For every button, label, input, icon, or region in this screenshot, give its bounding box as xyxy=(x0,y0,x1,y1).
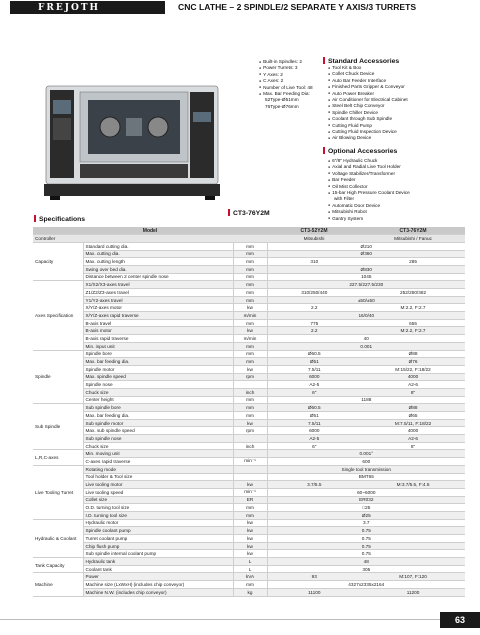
table-row xyxy=(33,527,465,535)
table-row xyxy=(33,504,465,512)
spec-value-shared: 3.7 xyxy=(267,519,465,527)
page-header xyxy=(0,0,480,14)
spec-unit: mm xyxy=(233,250,267,258)
spec-unit: m/min xyxy=(233,312,267,320)
spec-unit: mm xyxy=(233,342,267,350)
table-header-row xyxy=(33,227,465,235)
spec-unit: min⁻¹ xyxy=(233,488,267,496)
feature-item: 76Type-Ø76mm xyxy=(265,103,299,109)
standard-accessories-list xyxy=(328,65,408,142)
table-row xyxy=(33,412,465,420)
spec-value-model-2: 8" xyxy=(361,442,465,450)
table-row xyxy=(33,542,465,550)
spec-item: Chip flush pump xyxy=(83,542,233,550)
spec-item: Machine size (LxWxH) (includes chip conveyor) xyxy=(83,581,233,589)
key-features-list xyxy=(259,59,313,110)
spec-unit xyxy=(233,435,267,443)
spec-item: X/Y/Z-axes rapid traverse xyxy=(83,312,233,320)
table-row xyxy=(33,312,465,320)
table-row xyxy=(33,535,465,543)
spec-value-shared: ER032 xyxy=(267,496,465,504)
accessory-item: ● Mitsubishi Robot xyxy=(328,209,410,215)
table-row xyxy=(33,419,465,427)
spec-value-shared: 0.75 xyxy=(267,542,465,550)
spec-item: Standard cutting dia. xyxy=(83,242,233,250)
table-row xyxy=(33,289,465,297)
spec-unit: mm xyxy=(233,258,267,266)
table-row xyxy=(33,435,465,443)
spec-value-model-1: Ø60.5 xyxy=(267,404,361,412)
spec-item: Max. cutting dia. xyxy=(83,250,233,258)
group-label: Sub Spindle xyxy=(33,404,83,450)
table-row xyxy=(33,558,465,566)
spec-value-model-2: Ø76 xyxy=(361,358,465,366)
spec-unit: L xyxy=(233,565,267,573)
spec-item: B-axis motor xyxy=(83,327,233,335)
spec-unit: mm xyxy=(233,319,267,327)
spec-value-model-1: Ø60.5 xyxy=(267,350,361,358)
standard-accessories-heading: Standard Accessories xyxy=(323,57,399,65)
spec-unit: kw xyxy=(233,365,267,373)
spec-value-model-2: Ø65 xyxy=(361,412,465,420)
spec-unit: mm xyxy=(233,504,267,512)
table-row xyxy=(33,511,465,519)
spec-value-shared: Ø830 xyxy=(267,265,465,273)
spec-unit: L xyxy=(233,558,267,566)
spec-item: Y1/Y2-axes travel xyxy=(83,296,233,304)
spec-unit: mm xyxy=(233,358,267,366)
spec-value-shared: BMT65 xyxy=(267,473,465,481)
table-row xyxy=(33,296,465,304)
spec-value-model-1: A2-5 xyxy=(267,381,361,389)
spec-value-model-2: 252/250/382 xyxy=(361,289,465,297)
spec-value-shared: 227.5/227.5/230 xyxy=(267,281,465,289)
spec-item: Power xyxy=(83,573,233,581)
spec-item: Hydraulic motor xyxy=(83,519,233,527)
spec-value-model-1: 93 xyxy=(267,573,361,581)
footer-rule xyxy=(0,619,440,620)
accessory-item: ● Voltage Stabilizer/Transformer xyxy=(328,171,410,177)
spec-item: Min. input unit xyxy=(83,342,233,350)
table-row xyxy=(33,365,465,373)
spec-value-shared: 305 xyxy=(267,565,465,573)
spec-item: Sub spindle motor xyxy=(83,419,233,427)
table-row xyxy=(33,388,465,396)
table-row xyxy=(33,350,465,358)
spec-unit: kw xyxy=(233,327,267,335)
spec-value-shared: 600 xyxy=(267,458,465,466)
table-row xyxy=(33,304,465,312)
table-row xyxy=(33,458,465,466)
accessory-item: ● Oil Mist Collector xyxy=(328,184,410,190)
table-row xyxy=(33,496,465,504)
group-label: Axes Specification xyxy=(33,281,83,350)
page-title: CNC LATHE – 2 SPINDLE/2 SEPARATE Y AXIS/3 TURRETS xyxy=(178,2,417,12)
accessory-item: ● Coolant through Sub Spindle xyxy=(328,116,408,122)
table-row xyxy=(33,481,465,489)
specifications-body xyxy=(33,242,465,596)
spec-value-model-2: A2-6 xyxy=(361,381,465,389)
spec-item: Spindle nose xyxy=(83,381,233,389)
spec-value-model-2: 285 xyxy=(361,258,465,266)
spec-item: Max. sub spindle speed xyxy=(83,427,233,435)
spec-value-model-1: 6000 xyxy=(267,427,361,435)
table-row xyxy=(33,242,465,250)
spec-unit: mm xyxy=(233,511,267,519)
table-row xyxy=(33,588,465,596)
spec-value-shared: 0.001 xyxy=(267,342,465,350)
controller-label: Controller xyxy=(33,235,267,243)
spec-unit: kw xyxy=(233,550,267,558)
spec-value-shared: 4327x2335x2164 xyxy=(267,581,465,589)
accessory-item: ● Air Blowing Device xyxy=(328,135,408,141)
spec-value-shared: 0.001° xyxy=(267,450,465,458)
table-row xyxy=(33,319,465,327)
spec-item: Coolant tank xyxy=(83,565,233,573)
red-bar-icon xyxy=(323,57,325,64)
spec-value-model-1: 310/250/440 xyxy=(267,289,361,297)
spec-unit xyxy=(233,465,267,473)
table-row xyxy=(33,473,465,481)
spec-item: O.D. turning tool size xyxy=(83,504,233,512)
spec-item: Swing over bed dia. xyxy=(83,265,233,273)
spec-value-shared: 0.75 xyxy=(267,535,465,543)
table-row xyxy=(33,427,465,435)
spec-item: Chuck size xyxy=(83,442,233,450)
table-row xyxy=(33,342,465,350)
spec-value-shared: ±50/±50 xyxy=(267,296,465,304)
spec-value-model-2: M:107, F:120 xyxy=(361,573,465,581)
spec-item: Chuck size xyxy=(83,388,233,396)
table-row xyxy=(33,450,465,458)
optional-accessories-list xyxy=(328,158,410,222)
model-1-header: CT3-52Y2M xyxy=(267,227,361,235)
spec-item: Spindle bore xyxy=(83,350,233,358)
spec-unit: kw xyxy=(233,527,267,535)
table-row xyxy=(33,258,465,266)
spec-item: Rotating mode xyxy=(83,465,233,473)
accessory-item: ● 15-bar High Pressure Coolant Device xyxy=(328,190,410,196)
spec-item: Live tooling motor xyxy=(83,481,233,489)
spec-item: Distance between 2 center spindle nose xyxy=(83,273,233,281)
page-number: 63 xyxy=(440,612,480,628)
accessory-item: ● Steel Belt Chip Conveyor xyxy=(328,103,408,109)
table-row xyxy=(33,358,465,366)
spec-value-model-1: 11100 xyxy=(267,588,361,596)
spec-value-model-2: M:7.5/11, F:18/22 xyxy=(361,419,465,427)
spec-value-model-1: 2.2 xyxy=(267,327,361,335)
group-label: Hydraulic & Coolant xyxy=(33,519,83,557)
table-row xyxy=(33,273,465,281)
accessory-item: ● Cutting Fluid Pump xyxy=(328,123,408,129)
spec-unit: mm xyxy=(233,296,267,304)
spec-item: Max. cutting length xyxy=(83,258,233,266)
spec-value-shared: 1188 xyxy=(267,396,465,404)
spec-value-shared: □25 xyxy=(267,504,465,512)
accessory-item: ● Air Conditioner for Electrical Cabinet xyxy=(328,97,408,103)
spec-unit: kg xyxy=(233,588,267,596)
spec-item: Center height xyxy=(83,396,233,404)
spec-unit: min⁻¹ xyxy=(233,458,267,466)
feature-item: 52Type-Ø51mm xyxy=(265,97,299,103)
spec-value-shared: 60~6000 xyxy=(267,488,465,496)
spec-unit: mm xyxy=(233,581,267,589)
spec-item: Z1/Z2/Z3-axes travel xyxy=(83,289,233,297)
spec-item: B-axis rapid traverse xyxy=(83,335,233,343)
feature-item: ● Power Turrets: 3 xyxy=(259,65,313,71)
controller-model-2: Mitsubishi / Fanuc xyxy=(361,235,465,243)
spec-item: Live tooling speed xyxy=(83,488,233,496)
spec-value-model-2: 655 xyxy=(361,319,465,327)
group-label: L,R,C-axes xyxy=(33,450,83,465)
red-bar-icon xyxy=(34,215,36,222)
feature-item: ● Max. Bar Feeding Dia: xyxy=(259,91,313,97)
spec-unit xyxy=(233,450,267,458)
red-bar-icon xyxy=(228,209,230,216)
spec-item: Min. moving unit xyxy=(83,450,233,458)
spec-value-model-1: 3.7/5.5 xyxy=(267,481,361,489)
accessory-item: ● Tool Kit & Box xyxy=(328,65,408,71)
spec-item: I.D. turning tool size xyxy=(83,511,233,519)
spec-value-model-2: M:2.2, F:2.7 xyxy=(361,327,465,335)
spec-unit: mm xyxy=(233,281,267,289)
group-label: Spindle xyxy=(33,350,83,404)
spec-value-shared: 40 xyxy=(267,335,465,343)
spec-item: Sub spindle bore xyxy=(83,404,233,412)
feature-item: ● Number of Live Tool: 48 xyxy=(259,85,313,91)
table-row xyxy=(33,488,465,496)
spec-item: Max. spindle speed xyxy=(83,373,233,381)
accessory-item: ● Cutting Fluid Inspection Device xyxy=(328,129,408,135)
table-row xyxy=(33,265,465,273)
spec-value-shared: 1045 xyxy=(267,273,465,281)
accessory-item: ● Spindle Chiller Device xyxy=(328,110,408,116)
group-label: Live Tooling Turret xyxy=(33,465,83,519)
spec-item: Spindle coolant pump xyxy=(83,527,233,535)
spec-unit: kw xyxy=(233,481,267,489)
model-caption: CT3-76Y2M xyxy=(228,209,270,217)
spec-value-model-1: A2-5 xyxy=(267,435,361,443)
spec-value-model-1: 6" xyxy=(267,442,361,450)
table-row xyxy=(33,581,465,589)
spec-value-model-2: M:3.7/5.5, F:4.5 xyxy=(361,481,465,489)
spec-value-model-2: A2-6 xyxy=(361,435,465,443)
spec-unit: rpm xyxy=(233,427,267,435)
spec-value-shared: Single tool transmission xyxy=(267,465,465,473)
spec-unit: m/min xyxy=(233,335,267,343)
table-row xyxy=(33,327,465,335)
spec-value-model-1: Ø51 xyxy=(267,412,361,420)
spec-item: Sub spindle nose xyxy=(83,435,233,443)
model-header: Model xyxy=(33,227,267,235)
spec-value-shared: 48 xyxy=(267,558,465,566)
spec-unit: mm xyxy=(233,404,267,412)
spec-value-shared: Ø210 xyxy=(267,242,465,250)
spec-unit xyxy=(233,381,267,389)
spec-value-model-1: 310 xyxy=(267,258,361,266)
spec-value-model-2: 8" xyxy=(361,388,465,396)
spec-item: X/Y/Z-axes motor xyxy=(83,304,233,312)
accessory-item: ● Collet Chuck Device xyxy=(328,71,408,77)
spec-value-model-1: 775 xyxy=(267,319,361,327)
spec-item: Tool holder & Tool size xyxy=(83,473,233,481)
table-row xyxy=(33,465,465,473)
spec-value-model-2: 4000 xyxy=(361,373,465,381)
spec-unit: inch xyxy=(233,442,267,450)
spec-value-model-2: 11200 xyxy=(361,588,465,596)
specifications-heading: Specifications xyxy=(34,215,85,223)
spec-unit: rpm xyxy=(233,373,267,381)
accessory-item: ● 6"/8" Hydraulic Chuck xyxy=(328,158,410,164)
table-row xyxy=(33,396,465,404)
accessory-item: ● Gantry System xyxy=(328,216,410,222)
table-row xyxy=(33,573,465,581)
spec-value-model-1: 7.5/11 xyxy=(267,365,361,373)
group-label: Machine xyxy=(33,573,83,596)
spec-item: Sub spindle internal coolant pump xyxy=(83,550,233,558)
spec-unit: kw xyxy=(233,419,267,427)
spec-unit: kw xyxy=(233,519,267,527)
accessory-item: ● Bar Feeder xyxy=(328,177,410,183)
spec-unit: kVA xyxy=(233,573,267,581)
spec-unit: mm xyxy=(233,350,267,358)
spec-value-model-1: 7.5/11 xyxy=(267,419,361,427)
spec-unit: mm xyxy=(233,242,267,250)
accessory-item: ● Axial and Radial Live Tool Holder xyxy=(328,164,410,170)
spec-value-shared: 16/0/40 xyxy=(267,312,465,320)
spec-value-model-2: 4000 xyxy=(361,427,465,435)
spec-unit: mm xyxy=(233,265,267,273)
table-row xyxy=(33,281,465,289)
feature-item: ● C Axes: 2 xyxy=(259,78,313,84)
spec-item: Max. bar feeding dia. xyxy=(83,358,233,366)
accessory-item: with Filter xyxy=(334,196,355,202)
table-row xyxy=(33,373,465,381)
spec-unit xyxy=(233,473,267,481)
spec-unit: mm xyxy=(233,289,267,297)
brand-logo xyxy=(10,1,165,14)
spec-item: Hydraulic tank xyxy=(83,558,233,566)
spec-item: C-axes rapid traverse xyxy=(83,458,233,466)
table-row xyxy=(33,550,465,558)
table-row xyxy=(33,519,465,527)
group-label: Capacity xyxy=(33,242,83,280)
group-label: Tank Capacity xyxy=(33,558,83,573)
table-row xyxy=(33,381,465,389)
controller-model-1: Mitsubishi xyxy=(267,235,361,243)
table-row xyxy=(33,250,465,258)
spec-value-model-1: 6000 xyxy=(267,373,361,381)
accessory-item: ● Auto Power Breaker xyxy=(328,91,408,97)
spec-value-model-2: M:2.2, F:2.7 xyxy=(361,304,465,312)
spec-value-shared: Ø25 xyxy=(267,511,465,519)
feature-item: ● Built-in Spindles: 2 xyxy=(259,59,313,65)
spec-unit: kw xyxy=(233,304,267,312)
spec-value-model-1: Ø51 xyxy=(267,358,361,366)
spec-value-model-1: 2.2 xyxy=(267,304,361,312)
table-row xyxy=(33,565,465,573)
spec-item: Max. bar feeding dia. xyxy=(83,412,233,420)
table-row xyxy=(33,335,465,343)
table-row xyxy=(33,404,465,412)
model-2-header: CT3-76Y2M xyxy=(361,227,465,235)
spec-value-model-2: M:15/22, F:18/22 xyxy=(361,365,465,373)
spec-unit: inch xyxy=(233,388,267,396)
red-bar-icon xyxy=(323,147,325,154)
brand-name: FREJOTH xyxy=(38,3,101,13)
spec-unit: mm xyxy=(233,396,267,404)
spec-unit: ER xyxy=(233,496,267,504)
specifications-table xyxy=(33,227,465,597)
spec-value-shared: 0.75 xyxy=(267,527,465,535)
table-row xyxy=(33,442,465,450)
spec-value-model-2: Ø88 xyxy=(361,404,465,412)
accessory-item: ● Automatic Door Device xyxy=(328,203,410,209)
spec-value-shared: Ø360 xyxy=(267,250,465,258)
spec-item: B-axis travel xyxy=(83,319,233,327)
accessory-item: ● Finished Parts Gripper & Conveyor xyxy=(328,84,408,90)
spec-unit: kw xyxy=(233,542,267,550)
spec-item: Spindle motor xyxy=(83,365,233,373)
controller-row xyxy=(33,235,465,243)
optional-accessories-heading: Optional Accessories xyxy=(323,147,397,155)
spec-item: Machine N.W. (includes chip conveyor) xyxy=(83,588,233,596)
spec-unit: mm xyxy=(233,412,267,420)
spec-item: Collet size xyxy=(83,496,233,504)
spec-unit: kw xyxy=(233,535,267,543)
spec-value-model-2: Ø88 xyxy=(361,350,465,358)
spec-item: X1/X2/X3-axes travel xyxy=(83,281,233,289)
accessory-item: ● Auto Bar Feeder Interface xyxy=(328,78,408,84)
feature-item: ● Y Axes: 2 xyxy=(259,72,313,78)
spec-value-model-1: 6" xyxy=(267,388,361,396)
spec-item: Turret coolant pump xyxy=(83,535,233,543)
machine-image xyxy=(40,82,225,202)
spec-unit: mm xyxy=(233,273,267,281)
spec-value-shared: 0.75 xyxy=(267,550,465,558)
